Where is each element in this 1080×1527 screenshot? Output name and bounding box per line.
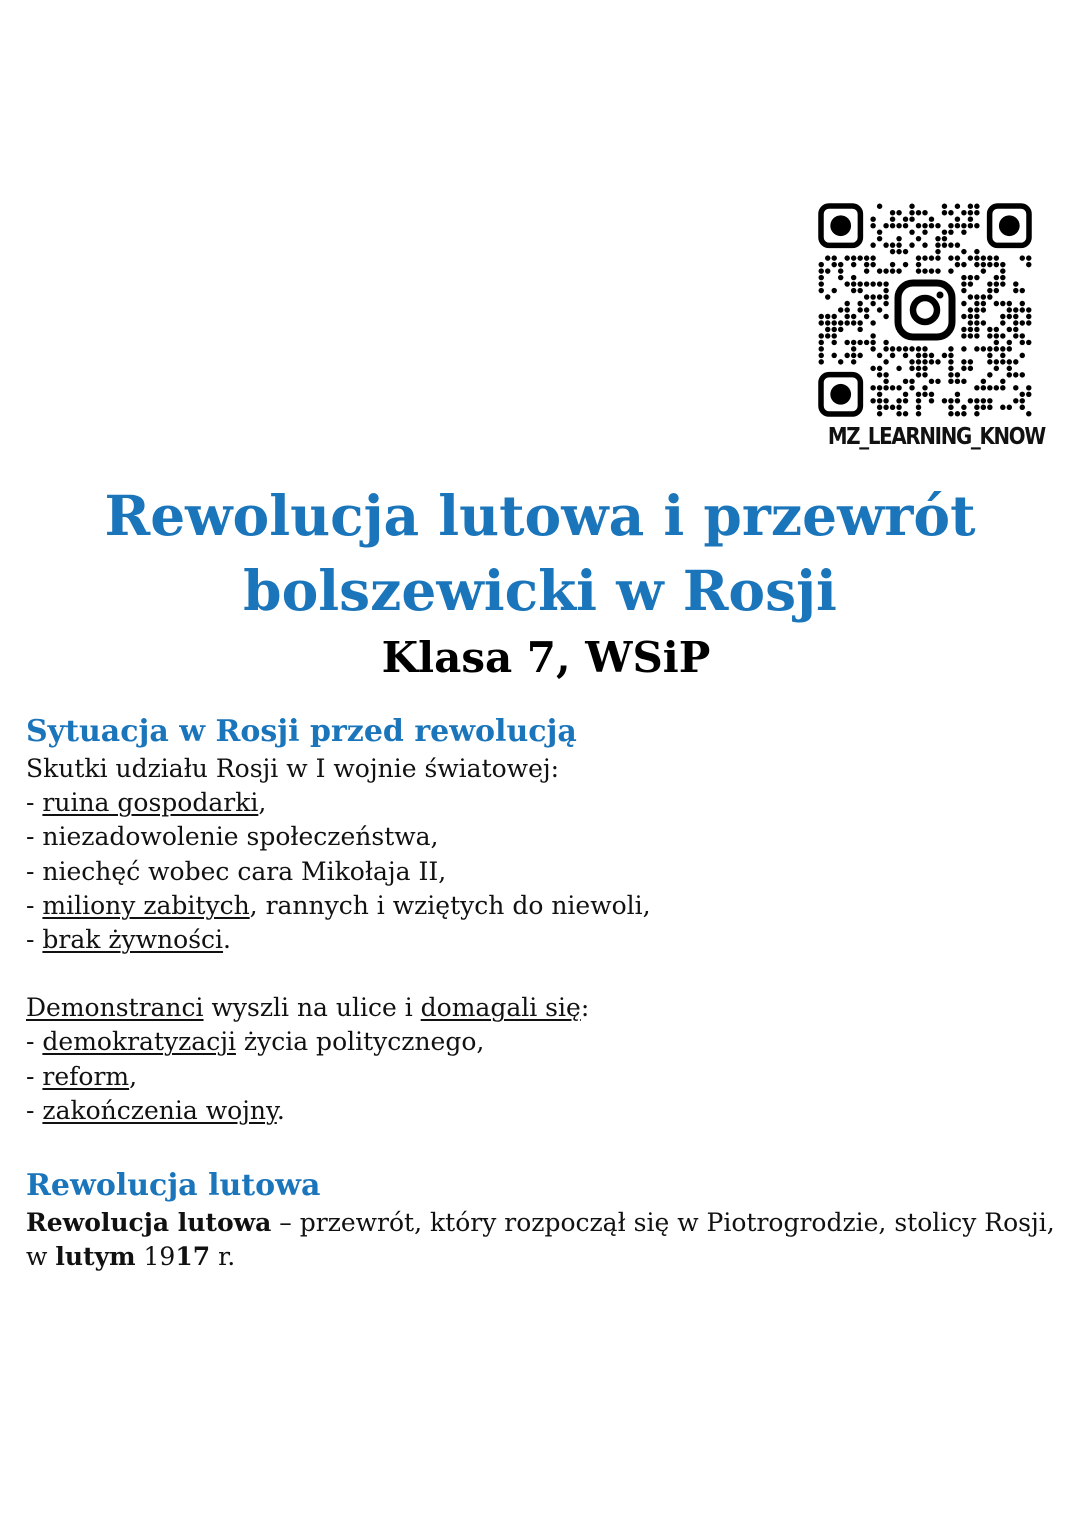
- text: .: [276, 1095, 285, 1125]
- title-line-1: Rewolucja lutowa i przewrót: [104, 483, 976, 548]
- section-heading-february: Rewolucja lutowa: [26, 1168, 321, 1204]
- underlined-term: miliony zabitych: [42, 890, 250, 920]
- bold-year: 17: [175, 1242, 211, 1272]
- text: :: [580, 993, 590, 1023]
- text: ,: [258, 788, 267, 818]
- text: -: [26, 1027, 43, 1057]
- list-item: [26, 889, 1076, 923]
- text: ,: [129, 1061, 138, 1091]
- intro-text: Skutki udziału Rosji w I wojnie światowej:: [26, 754, 560, 783]
- text: -: [26, 925, 43, 955]
- text: -: [26, 822, 43, 852]
- instagram-icon: [898, 283, 952, 337]
- text: r.: [210, 1242, 236, 1272]
- text: niezadowolenie społeczeństwa,: [42, 822, 439, 852]
- underlined-term: domagali się: [420, 993, 581, 1023]
- section-heading-situation: Sytuacja w Rosji przed rewolucją: [26, 714, 577, 749]
- underlined-term: Demonstranci: [26, 993, 204, 1023]
- subtitle: Klasa 7, WSiP: [381, 633, 711, 682]
- underlined-term: demokratyzacji: [42, 1027, 236, 1057]
- title-line-2: bolszewicki w Rosji: [243, 558, 837, 623]
- text: wyszli na ulice i: [203, 993, 421, 1023]
- instagram-qr-code: [818, 203, 1032, 417]
- list-item: [26, 1025, 1076, 1059]
- underlined-term: zakończenia wojny: [42, 1095, 277, 1125]
- instagram-handle: MZ_LEARNING_KNOW: [827, 424, 1045, 450]
- text: – przewrót, który rozpoczął się w Piotrogrodzie, stolicy Rosji, w: [26, 1208, 1055, 1272]
- underlined-term: brak żywności: [42, 925, 224, 955]
- list-item: [26, 786, 1076, 820]
- consequences-list: [26, 786, 1076, 957]
- text: , rannych i wziętych do niewoli,: [249, 890, 651, 920]
- text: -: [26, 890, 43, 920]
- demands-list: [26, 1025, 1076, 1128]
- list-item: [26, 1094, 1076, 1128]
- text: -: [26, 856, 43, 886]
- list-item: [26, 820, 1076, 854]
- definition: [26, 1206, 1076, 1274]
- underlined-term: reform: [42, 1061, 130, 1091]
- bold-month: lutym: [55, 1242, 136, 1272]
- text: niechęć wobec cara Mikołaja II,: [42, 856, 447, 886]
- list-item: [26, 855, 1076, 889]
- term: Rewolucja lutowa: [26, 1208, 272, 1238]
- demands-intro: [26, 991, 1076, 1025]
- text: -: [26, 788, 43, 818]
- qr-finder-pattern: [821, 206, 1029, 414]
- list-item: [26, 923, 1076, 957]
- list-item: [26, 1060, 1076, 1094]
- content: [26, 712, 1076, 1274]
- page-title: [0, 478, 1080, 628]
- underlined-term: ruina gospodarki: [42, 788, 259, 818]
- text: -: [26, 1095, 43, 1125]
- text: -: [26, 1061, 43, 1091]
- text: .: [223, 925, 231, 955]
- text: życia politycznego,: [235, 1027, 485, 1057]
- text: 19: [135, 1242, 176, 1272]
